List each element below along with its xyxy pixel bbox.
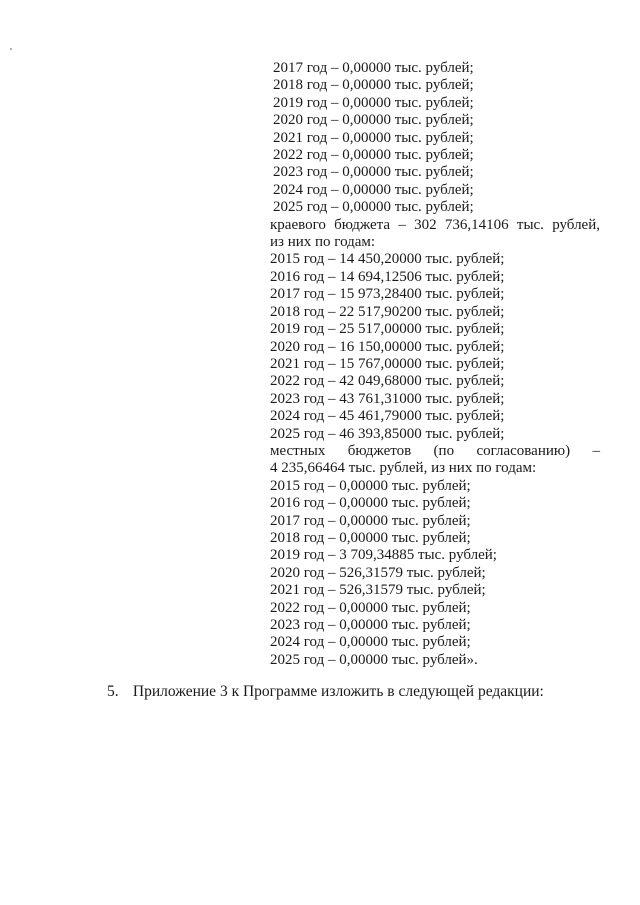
local-year-line: 2024 год – 0,00000 тыс. рублей;	[270, 634, 471, 651]
heading-word: –	[398, 216, 406, 233]
local-year-line: 2023 год – 0,00000 тыс. рублей;	[270, 617, 471, 633]
regional-year-line: 2016 год – 14 694,12506 тыс. рублей;	[270, 268, 505, 285]
regional-year-line: 2017 год – 15 973,28400 тыс. рублей;	[270, 286, 505, 303]
federal-year-line: 2021 год – 0,00000 тыс. рублей;	[273, 129, 474, 146]
local-year-line: 2021 год – 526,31579 тыс. рублей;	[270, 582, 486, 599]
regional-year-line: 2018 год – 22 517,90200 тыс. рублей;	[270, 303, 505, 320]
heading-word: –	[592, 442, 600, 459]
regional-year-line: 2021 год – 15 767,00000 тыс. рублей;	[270, 355, 505, 372]
regional-year-line: 2025 год – 46 393,85000 тыс. рублей;	[270, 425, 505, 442]
heading-word: рублей,	[552, 216, 600, 233]
local-year-line: 2025 год – 0,00000 тыс. рублей».	[270, 651, 478, 668]
federal-budget-tail	[270, 60, 600, 217]
regional-year-line: 2019 год – 25 517,00000 тыс. рублей;	[270, 321, 505, 338]
funding-column	[270, 60, 600, 669]
amendment-item-5	[107, 683, 544, 701]
heading-word: согласованию)	[476, 442, 571, 459]
regional-year-line: 2020 год – 16 150,00000 тыс. рублей;	[270, 338, 505, 355]
federal-year-line: 2018 год – 0,00000 тыс. рублей;	[273, 77, 474, 94]
local-year-line: 2018 год – 0,00000 тыс. рублей;	[270, 529, 471, 546]
local-year-line: 2022 год – 0,00000 тыс. рублей;	[270, 599, 471, 616]
local-budget-heading-line2: 4 235,66464 тыс. рублей, из них по годам:	[270, 460, 537, 477]
federal-year-line: 2023 год – 0,00000 тыс. рублей;	[273, 164, 474, 181]
regional-budget-heading	[270, 217, 600, 234]
local-year-line: 2019 год – 3 709,34885 тыс. рублей;	[270, 547, 497, 564]
item-text: Приложение 3 к Программе изложить в следующей редакции:	[132, 683, 544, 700]
heading-word: краевого	[270, 216, 326, 233]
federal-year-line: 2025 год – 0,00000 тыс. рублей;	[273, 199, 474, 216]
heading-word: (по	[433, 442, 455, 459]
local-year-line: 2015 год – 0,00000 тыс. рублей;	[270, 477, 471, 494]
heading-word: бюджета	[334, 216, 391, 233]
local-budget-heading	[270, 443, 600, 460]
federal-year-line: 2019 год – 0,00000 тыс. рублей;	[273, 94, 474, 111]
regional-year-line: 2022 год – 42 049,68000 тыс. рублей;	[270, 373, 505, 390]
regional-year-line: 2023 год – 43 761,31000 тыс. рублей;	[270, 390, 505, 407]
heading-word: бюджетов	[347, 442, 412, 459]
federal-year-line: 2017 год – 0,00000 тыс. рублей;	[273, 60, 474, 76]
local-year-line: 2020 год – 526,31579 тыс. рублей;	[270, 564, 486, 581]
local-year-line: 2017 год – 0,00000 тыс. рублей;	[270, 512, 471, 529]
local-budget-block	[270, 443, 600, 669]
federal-year-line: 2024 год – 0,00000 тыс. рублей;	[273, 181, 474, 198]
regional-year-line: 2024 год – 45 461,79000 тыс. рублей;	[270, 408, 505, 425]
heading-word: тыс.	[516, 216, 544, 233]
federal-year-line: 2020 год – 0,00000 тыс. рублей;	[273, 112, 474, 129]
heading-word: 736,14106	[444, 216, 509, 233]
regional-budget-block	[270, 217, 600, 443]
regional-budget-heading-line2: из них по годам:	[270, 234, 376, 251]
item-number: 5.	[107, 683, 119, 700]
heading-word: 302	[414, 216, 437, 233]
heading-word: местных	[270, 442, 326, 459]
local-year-line: 2016 год – 0,00000 тыс. рублей;	[270, 495, 471, 512]
regional-year-line: 2015 год – 14 450,20000 тыс. рублей;	[270, 251, 505, 268]
scan-speck	[10, 48, 12, 50]
federal-year-line: 2022 год – 0,00000 тыс. рублей;	[273, 147, 474, 164]
